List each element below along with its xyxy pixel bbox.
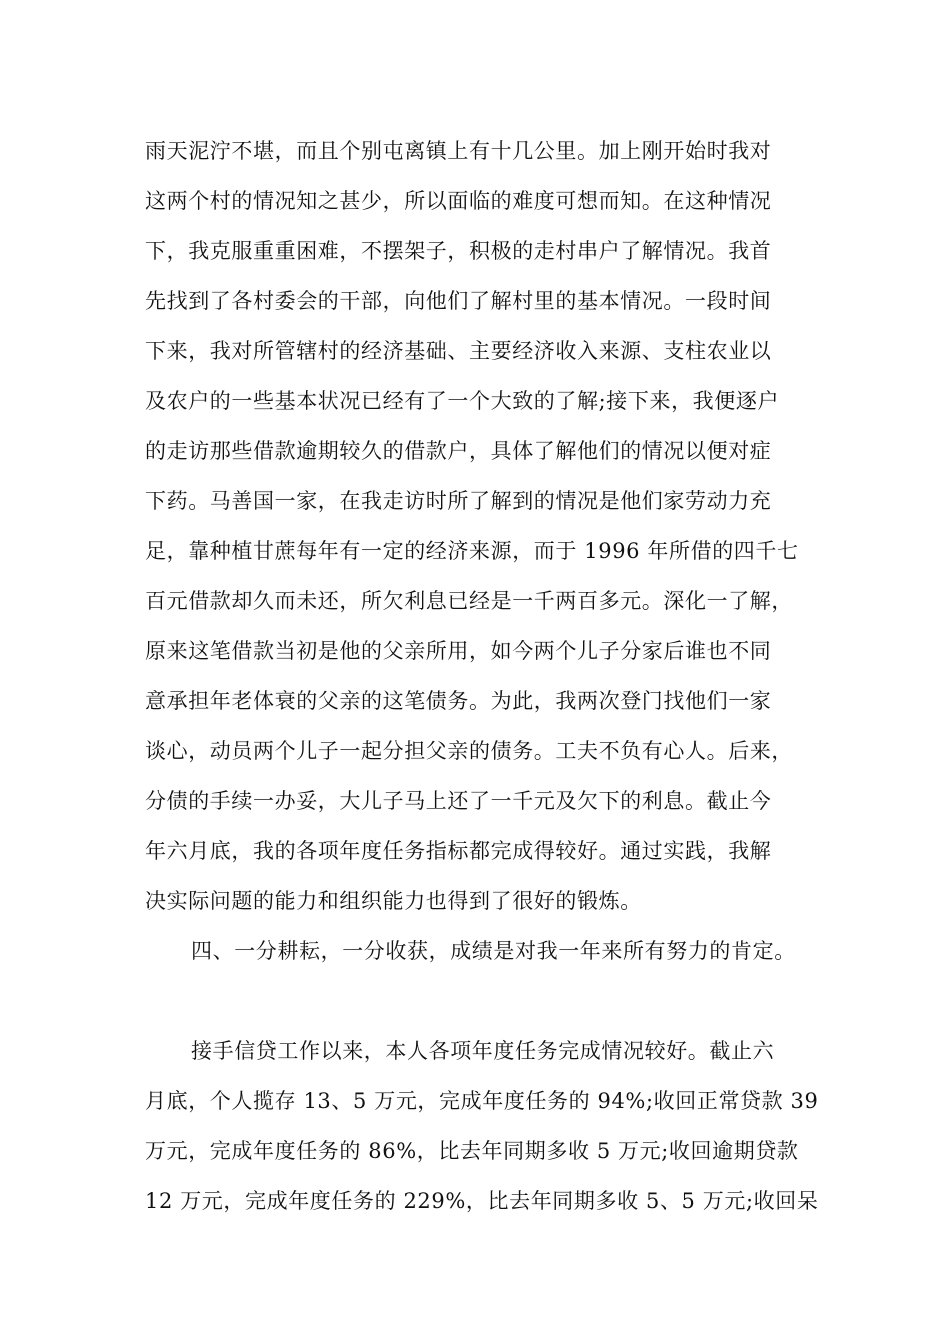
- paragraph-line: 原来这笔借款当初是他的父亲所用，如今两个儿子分家后谁也不同: [145, 639, 772, 663]
- paragraph-line: 百元借款却久而未还，所欠利息已经是一千两百多元。深化一了解，: [145, 589, 793, 613]
- paragraph-line: 12 万元，完成年度任务的 229%，比去年同期多收 5、5 万元;收回呆: [145, 1189, 819, 1213]
- paragraph-line: 分债的手续一办妥，大儿子马上还了一千元及欠下的利息。截止今: [145, 789, 772, 813]
- section-heading: 四、一分耕耘，一分收获，成绩是对我一年来所有努力的肯定。: [191, 939, 796, 963]
- paragraph-line: 的走访那些借款逾期较久的借款户，具体了解他们的情况以便对症: [145, 439, 772, 463]
- paragraph-line: 万元，完成年度任务的 86%，比去年同期多收 5 万元;收回逾期贷款: [145, 1139, 799, 1163]
- paragraph-line: 月底，个人揽存 13、5 万元，完成年度任务的 94%;收回正常贷款 39: [145, 1089, 819, 1113]
- paragraph-line: 谈心，动员两个儿子一起分担父亲的债务。工夫不负有心人。后来，: [145, 739, 793, 763]
- paragraph-line: 接手信贷工作以来，本人各项年度任务完成情况较好。截止六: [191, 1039, 775, 1063]
- paragraph-line: 这两个村的情况知之甚少，所以面临的难度可想而知。在这种情况: [145, 189, 772, 213]
- paragraph-line: 下，我克服重重困难，不摆架子，积极的走村串户了解情况。我首: [145, 239, 772, 263]
- paragraph-line: 先找到了各村委会的干部，向他们了解村里的基本情况。一段时间: [145, 289, 772, 313]
- paragraph-line: 下来，我对所管辖村的经济基础、主要经济收入来源、支柱农业以: [145, 339, 772, 363]
- paragraph-line: 决实际问题的能力和组织能力也得到了很好的锻炼。: [145, 889, 642, 913]
- paragraph-line: 下药。马善国一家，在我走访时所了解到的情况是他们家劳动力充: [145, 489, 772, 513]
- paragraph-line: 意承担年老体衰的父亲的这笔债务。为此，我两次登门找他们一家: [145, 689, 772, 713]
- paragraph-line: 雨天泥泞不堪，而且个别屯离镇上有十几公里。加上刚开始时我对: [145, 139, 772, 163]
- paragraph-line: 年六月底，我的各项年度任务指标都完成得较好。通过实践，我解: [145, 839, 772, 863]
- paragraph-line: 足，靠种植甘蔗每年有一定的经济来源，而于 1996 年所借的四千七: [145, 539, 799, 563]
- paragraph-line: 及农户的一些基本状况已经有了一个大致的了解;接下来，我便逐户: [145, 389, 780, 413]
